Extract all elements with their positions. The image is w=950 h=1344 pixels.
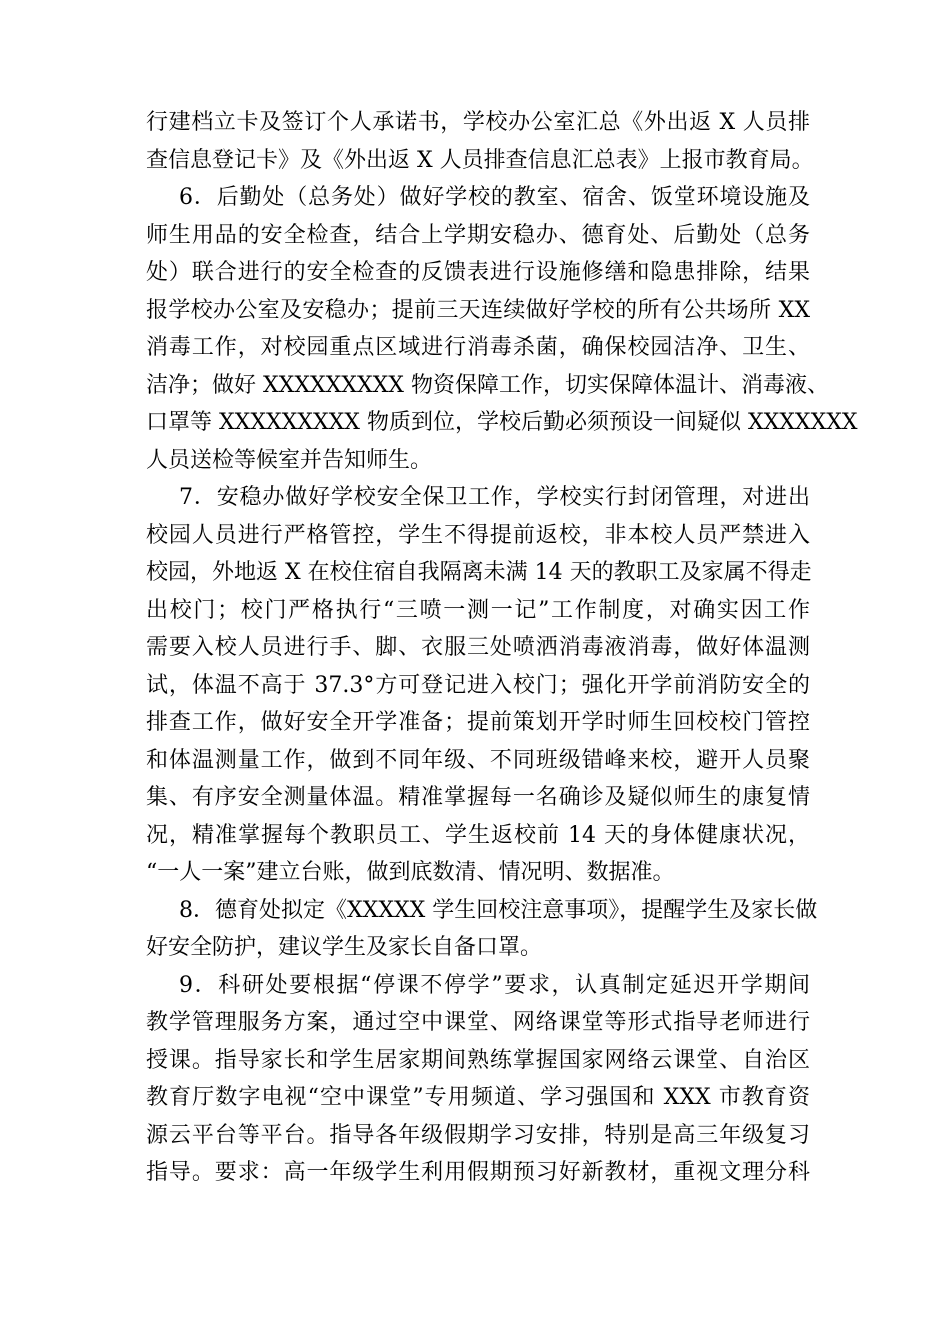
text-line: 教学管理服务方案，通过空中课堂、网络课堂等形式指导老师进行: [146, 1010, 810, 1035]
text-line: 好安全防护，建议学生及家长自备口罩。: [146, 935, 543, 960]
text-line: 教育厅数字电视“空中课堂”专用频道、学习强国和 XXX 市教育资: [146, 1085, 810, 1110]
body-text: [146, 104, 858, 1192]
text-line: 处）联合进行的安全检查的反馈表进行设施修缮和隐患排除，结果: [146, 260, 810, 285]
text-line: 口罩等 XXXXXXXXX 物质到位，学校后勤必须预设一间疑似 XXXXXXX: [146, 410, 858, 435]
paragraph-6-start: 6．后勤处（总务处）做好学校的教室、宿舍、饭堂环境设施及: [179, 185, 810, 210]
text-line: 指导。要求：高一年级学生利用假期预习好新教材，重视文理分科: [146, 1160, 810, 1185]
paragraph-7-start: 7．安稳办做好学校安全保卫工作，学校实行封闭管理，对进出: [179, 485, 810, 510]
text-line: 排查工作，做好安全开学准备；提前策划开学时师生回校校门管控: [146, 710, 810, 735]
text-line: 集、有序安全测量体温。精准掌握每一名确诊及疑似师生的康复情: [146, 785, 810, 810]
text-line: 报学校办公室及安稳办；提前三天连续做好学校的所有公共场所 XX: [146, 297, 810, 323]
text-line: 查信息登记卡》及《外出返 X 人员排查信息汇总表》上报市教育局。: [146, 147, 814, 173]
text-line: “一人一案”建立台账，做到底数清、情况明、数据准。: [146, 860, 675, 885]
text-line: 况，精准掌握每个教职员工、学生返校前 14 天的身体健康状况，: [146, 822, 810, 848]
text-line: 校园人员进行严格管控，学生不得提前返校，非本校人员严禁进入: [146, 522, 810, 548]
text-line: 洁净；做好 XXXXXXXXX 物资保障工作，切实保障体温计、消毒液、: [146, 372, 829, 398]
paragraph-9-start: 9．科研处要根据“停课不停学”要求，认真制定延迟开学期间: [179, 972, 810, 998]
text-line: 校园，外地返 X 在校住宿自我隔离未满 14 天的教职工及家属不得走: [146, 560, 812, 585]
text-line: 需要入校人员进行手、脚、衣服三处喷洒消毒液消毒，做好体温测: [146, 635, 810, 660]
paragraph-8-start: 8．德育处拟定《XXXXX 学生回校注意事项》，提醒学生及家长做: [179, 897, 818, 923]
text-line: 师生用品的安全检查，结合上学期安稳办、德育处、后勤处（总务: [146, 222, 810, 248]
text-line: 授课。指导家长和学生居家期间熟练掌握国家网络云课堂、自治区: [146, 1047, 810, 1073]
text-line: 出校门；校门严格执行“三喷一测一记”工作制度，对确实因工作: [146, 597, 810, 623]
text-line: 行建档立卡及签订个人承诺书，学校办公室汇总《外出返 X 人员排: [146, 110, 810, 135]
text-line: 人员送检等候室并告知师生。: [146, 447, 433, 473]
text-line: 和体温测量工作，做到不同年级、不同班级错峰来校，避开人员聚: [146, 747, 810, 773]
text-line: 消毒工作，对校园重点区域进行消毒杀菌，确保校园洁净、卫生、: [146, 335, 810, 360]
text-line: 源云平台等平台。指导各年级假期学习安排，特别是高三年级复习: [146, 1122, 810, 1148]
text-line: 试，体温不高于 37.3°方可登记进入校门；强化开学前消防安全的: [146, 672, 810, 698]
